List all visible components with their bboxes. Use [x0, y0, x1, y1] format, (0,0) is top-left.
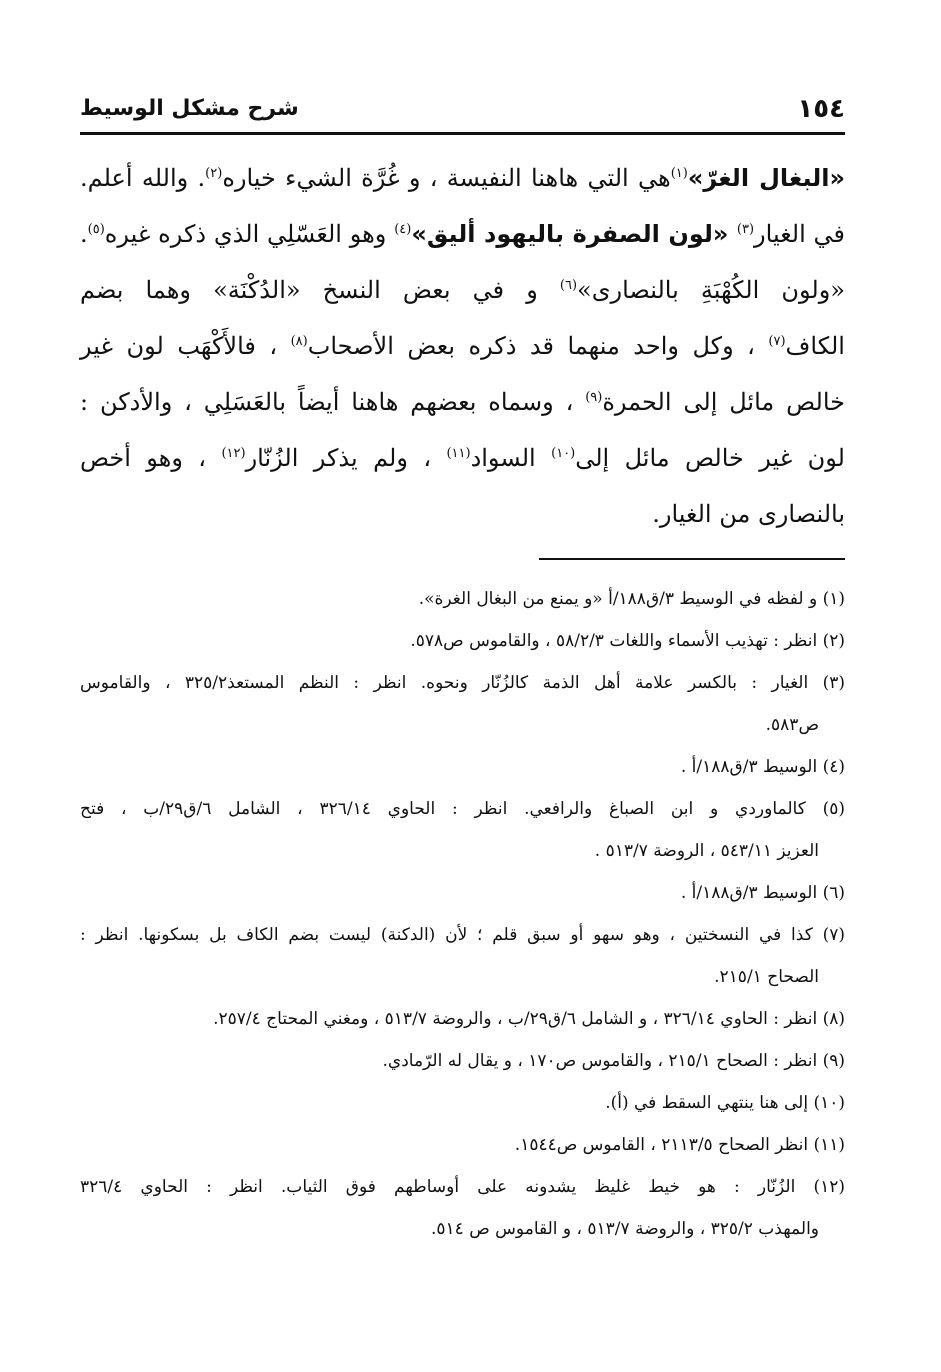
footnote-12 — [80, 1166, 845, 1250]
text-segment: خالص مائل إلى الحمرة — [602, 388, 846, 416]
quoted-phrase: «البغال الغرّ» — [687, 164, 846, 192]
main-text-line-7 — [80, 486, 845, 542]
main-text-line-3 — [80, 262, 845, 318]
footnote-5 — [80, 788, 845, 872]
main-text-line-1 — [80, 150, 845, 206]
text-segment: . والله أعلم. — [80, 164, 206, 192]
text-segment: في الغيار — [754, 220, 846, 248]
footnote-7 — [80, 914, 845, 998]
footnote-marker: (٧) — [768, 334, 786, 349]
text-segment: ، وهو أخص — [80, 444, 222, 472]
footnote-line: (١١) انظر الصحاح ٢١١٣/٥ ، القاموس ص١٥٤٤. — [514, 1135, 845, 1155]
main-text-line-5 — [80, 374, 845, 430]
footnotes — [80, 578, 845, 1250]
footnote-line: ص٥٨٣. — [765, 715, 819, 735]
footnote-marker: (٤) — [394, 222, 412, 237]
text-segment: ، وكل واحد منهما قد ذكره بعض الأصحاب — [307, 332, 769, 360]
text-segment: الكاف — [785, 332, 845, 360]
footnote-marker: (٣) — [736, 222, 755, 237]
footnote-separator — [539, 558, 845, 560]
footnote-8 — [80, 998, 845, 1040]
footnote-line: (١) و لفظه في الوسيط ٣/ق١٨٨/أ «و يمنع من البغال الغرة». — [418, 589, 845, 609]
page-number: ١٥٤ — [797, 94, 845, 124]
running-title: شرح مشكل الوسيط — [80, 96, 299, 121]
footnote-line: العزيز ٥٤٣/١١ ، الروضة ٥١٣/٧ . — [594, 841, 819, 861]
footnote-line: (٩) انظر : الصحاح ٢١٥/١ ، والقاموس ص١٧٠ ، و يقال له الرّمادي. — [382, 1051, 845, 1071]
footnote-3 — [80, 662, 845, 746]
text-segment: ، وسماه بعضهم هاهنا أيضاً بالعَسَلِي ، والأدكن : — [80, 388, 586, 416]
page-header — [80, 92, 845, 135]
footnote-line: (٤) الوسيط ٣/ق١٨٨/أ . — [680, 757, 845, 777]
footnote-line: والمهذب ٣٢٥/٢ ، والروضة ٥١٣/٧ ، و القاموس ص ٥١٤. — [431, 1219, 819, 1239]
footnote-marker: (١٠) — [551, 446, 576, 461]
text-segment: و في بعض النسخ «الدُكْنَة» وهما بضم — [80, 276, 560, 304]
footnote-line: (٧) كذا في النسختين ، وهو سهو أو سبق قلم ؛ لأن (الدكنة) ليست بضم الكاف بل بسكونها. انظر : — [80, 925, 845, 945]
footnote-marker: (١١) — [446, 446, 471, 461]
footnote-marker: (١) — [670, 166, 688, 181]
footnote-line: الصحاح ٢١٥/١. — [714, 967, 819, 987]
footnote-6 — [80, 872, 845, 914]
footnote-11 — [80, 1124, 845, 1166]
main-text — [80, 150, 845, 542]
footnote-2 — [80, 620, 845, 662]
text-segment: بالنصارى من الغيار. — [652, 500, 845, 528]
footnote-line: (٥) كالماوردي و ابن الصباغ والرافعي. انظر : الحاوي ٣٢٦/١٤ ، الشامل ٦/ق٢٩/ب ، فتح — [80, 799, 846, 819]
text-segment: ، فالأَكْهَب لون غير — [80, 332, 291, 360]
text-segment: هي التي هاهنا النفيسة ، و غُرَّة الشيء خياره — [222, 164, 671, 192]
footnote-line: (٨) انظر : الحاوي ٣٢٦/١٤ ، و الشامل ٦/ق٢٩/ب ، والروضة ٥١٣/٧ ، ومغني المحتاج ٢٥٧/٤. — [213, 1009, 845, 1029]
footnote-marker: (٨) — [290, 334, 308, 349]
footnote-1 — [80, 578, 845, 620]
quoted-phrase: «لون الصفرة باليهود أليق» — [411, 220, 737, 248]
text-segment: «ولون الكُهْبَةِ بالنصارى» — [577, 276, 845, 304]
footnote-marker: (٥) — [87, 222, 105, 237]
footnote-line: (٢) انظر : تهذيب الأسماء واللغات ٥٨/٢/٣ ، والقاموس ص٥٧٨. — [410, 631, 845, 651]
footnote-line: (١٢) الزُنّار : هو خيط غليظ يشدونه على أوساطهم فوق الثياب. انظر : الحاوي ٣٢٦/٤ — [80, 1177, 845, 1197]
footnote-line: (٣) الغيار : بالكسر علامة أهل الذمة كالزُنّار ونحوه. انظر : النظم المستعذ٣٢٥/٢ ، والقاموس — [80, 673, 846, 693]
text-segment: . — [80, 220, 88, 248]
footnote-line: (١٠) إلى هنا ينتهي السقط في (أ). — [605, 1093, 845, 1113]
text-segment: وهو العَسّلِي الذي ذكره غيره — [104, 220, 395, 248]
footnote-marker: (٦) — [559, 278, 578, 293]
text-segment: ، ولم يذكر الزُنّار — [245, 444, 447, 472]
footnote-marker: (٩) — [585, 390, 603, 405]
footnote-10 — [80, 1082, 845, 1124]
main-text-line-2 — [80, 206, 845, 262]
text-segment: السواد — [470, 444, 552, 472]
main-text-line-6 — [80, 430, 845, 486]
footnote-4 — [80, 746, 845, 788]
footnote-9 — [80, 1040, 845, 1082]
main-text-line-4 — [80, 318, 845, 374]
footnote-line: (٦) الوسيط ٣/ق١٨٨/أ . — [680, 883, 845, 903]
text-segment: لون غير خالص مائل إلى — [575, 444, 845, 472]
footnote-marker: (٢) — [205, 166, 223, 181]
footnote-marker: (١٢) — [221, 446, 246, 461]
